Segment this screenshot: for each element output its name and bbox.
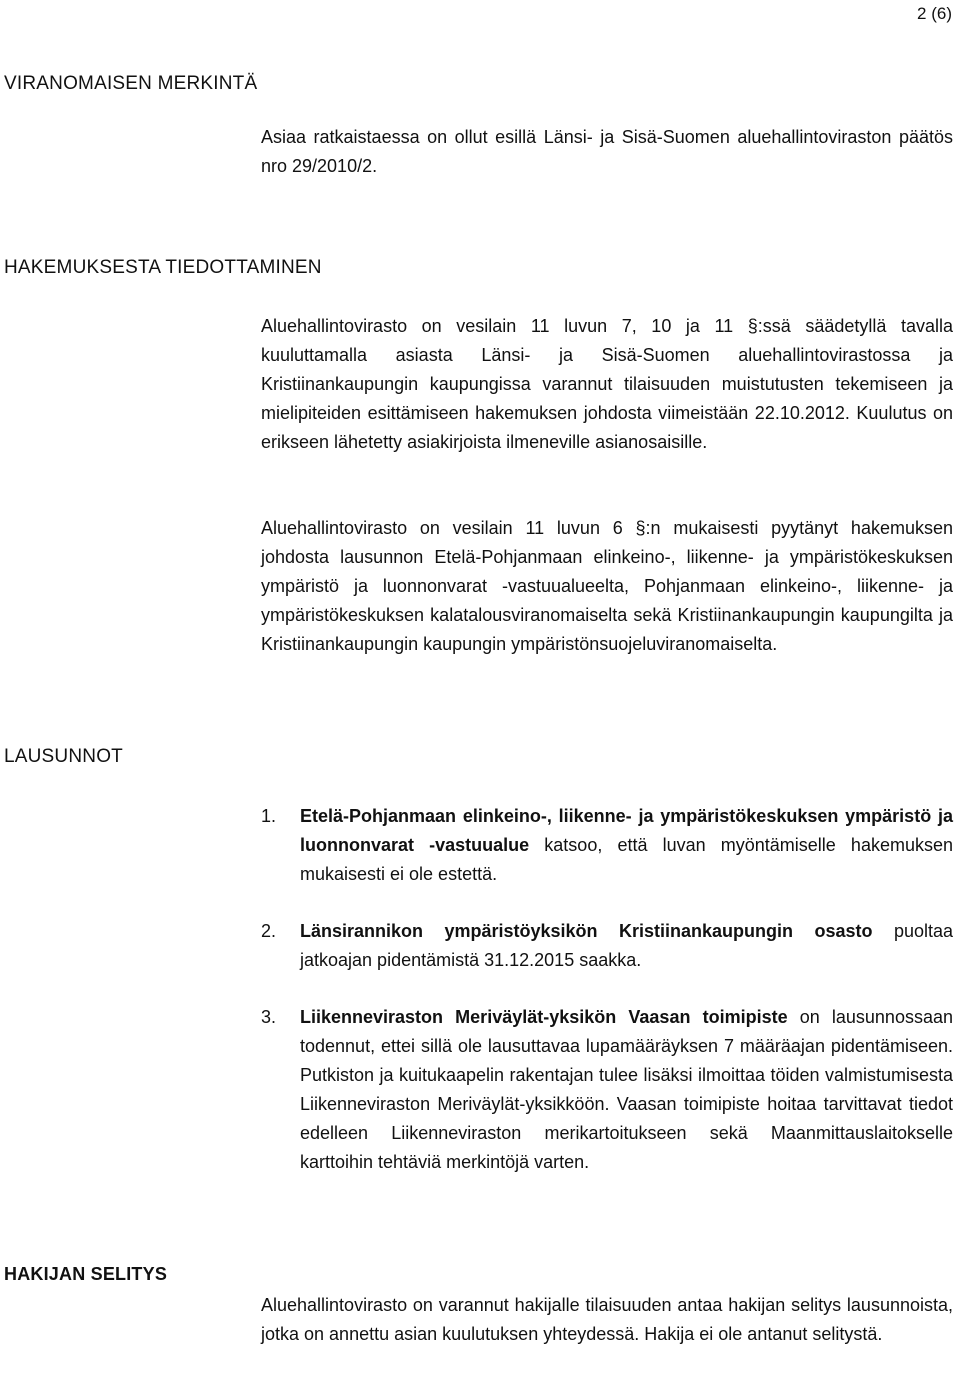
heading-viranomaisen-merkinta: VIRANOMAISEN MERKINTÄ: [4, 73, 258, 94]
statement-text: [300, 917, 953, 975]
paragraph-tiedottaminen-2: Aluehallintovirasto on vesilain 11 luvun 6 §:n mukaisesti pyytänyt hakemuksen johdosta lausunnon Etelä-Pohjanmaan elinkeino-, liikenne- ja ympäristökeskuksen ympäristö ja luonnonvarat -vastuualueelta, Pohjanmaan elinkeino-, liikenne- ja ympäristökeskuksen kalatalousviranomaiselta sekä Kristiinankaupungin kaupungilta ja Kristiinankaupungin kaupungin ympäristönsuojeluviranomaiselta.: [261, 518, 953, 654]
statement-number: 1.: [261, 806, 277, 826]
heading-lausunnot: LAUSUNNOT: [4, 746, 123, 767]
statement-item: [261, 802, 953, 889]
heading-hakijan-selitys: HAKIJAN SELITYS: [4, 1264, 168, 1284]
paragraph-tiedottaminen-1: Aluehallintovirasto on vesilain 11 luvun 7, 10 ja 11 §:ssä säädetyllä tavalla kuuluttamalla asiasta Länsi- ja Sisä-Suomen aluehallintovirastossa ja Kristiinankaupungin kaupungissa varannut tilaisuuden muistutusten tekemiseen ja mielipiteiden esittämiseen hakemuksen johdosta viimeistään 22.10.2012. Kuulutus on erikseen lähetetty asiakirjoista ilmeneville asianosaisille.: [261, 316, 953, 452]
paragraph-selitys: Aluehallintovirasto on varannut hakijalle tilaisuuden antaa hakijan selitys lausunnoista, jotka on annettu asian kuulutuksen yhteydessä. Hakija ei ole antanut selitystä.: [261, 1295, 953, 1344]
statement-authority: Liikenneviraston Meriväylät-yksikön Vaasan toimipiste: [300, 1007, 788, 1027]
statement-authority: Länsirannikon ympäristöyksikön Kristiinankaupungin osasto: [300, 921, 873, 941]
statement-text: [300, 1003, 953, 1176]
statement-item: [261, 1003, 953, 1176]
statement-item: [261, 917, 953, 975]
paragraph-viranomainen: Asiaa ratkaistaessa on ollut esillä Länsi- ja Sisä-Suomen aluehallintoviraston päätös nro 29/2010/2.: [261, 127, 953, 176]
statement-content: puoltaa jatkoajan pidentämistä 31.12.2015 saakka.: [300, 921, 953, 970]
statement-authority: Etelä-Pohjanmaan elinkeino-, liikenne- ja ympäristökeskuksen ympäristö ja luonnonvarat -vastuualue: [300, 806, 953, 855]
heading-hakemuksesta-tiedottaminen: HAKEMUKSESTA TIEDOTTAMINEN: [4, 257, 322, 278]
statement-number: 2.: [261, 921, 277, 941]
statement-text: [300, 802, 953, 889]
page-number: 2 (6): [917, 4, 952, 23]
statement-number: 3.: [261, 1007, 277, 1027]
statement-content: on lausunnossaan todennut, ettei sillä ole lausuttavaa lupamääräyksen 7 määräajan pidentämiseen. Putkiston ja kuitukaapelin rakentajan tulee lisäksi ilmoittaa töiden valmistumisesta Liikenneviraston Meriväylät-yksikköön. Vaasan toimipiste hoitaa tarvittavat tiedot edelleen Liikenneviraston merikartoitukseen sekä Maanmittauslaitokselle karttoihin tehtäviä merkintöjä varten.: [300, 1007, 953, 1172]
statement-content: katsoo, että luvan myöntämiselle hakemuksen mukaisesti ei ole estettä.: [300, 834, 953, 884]
